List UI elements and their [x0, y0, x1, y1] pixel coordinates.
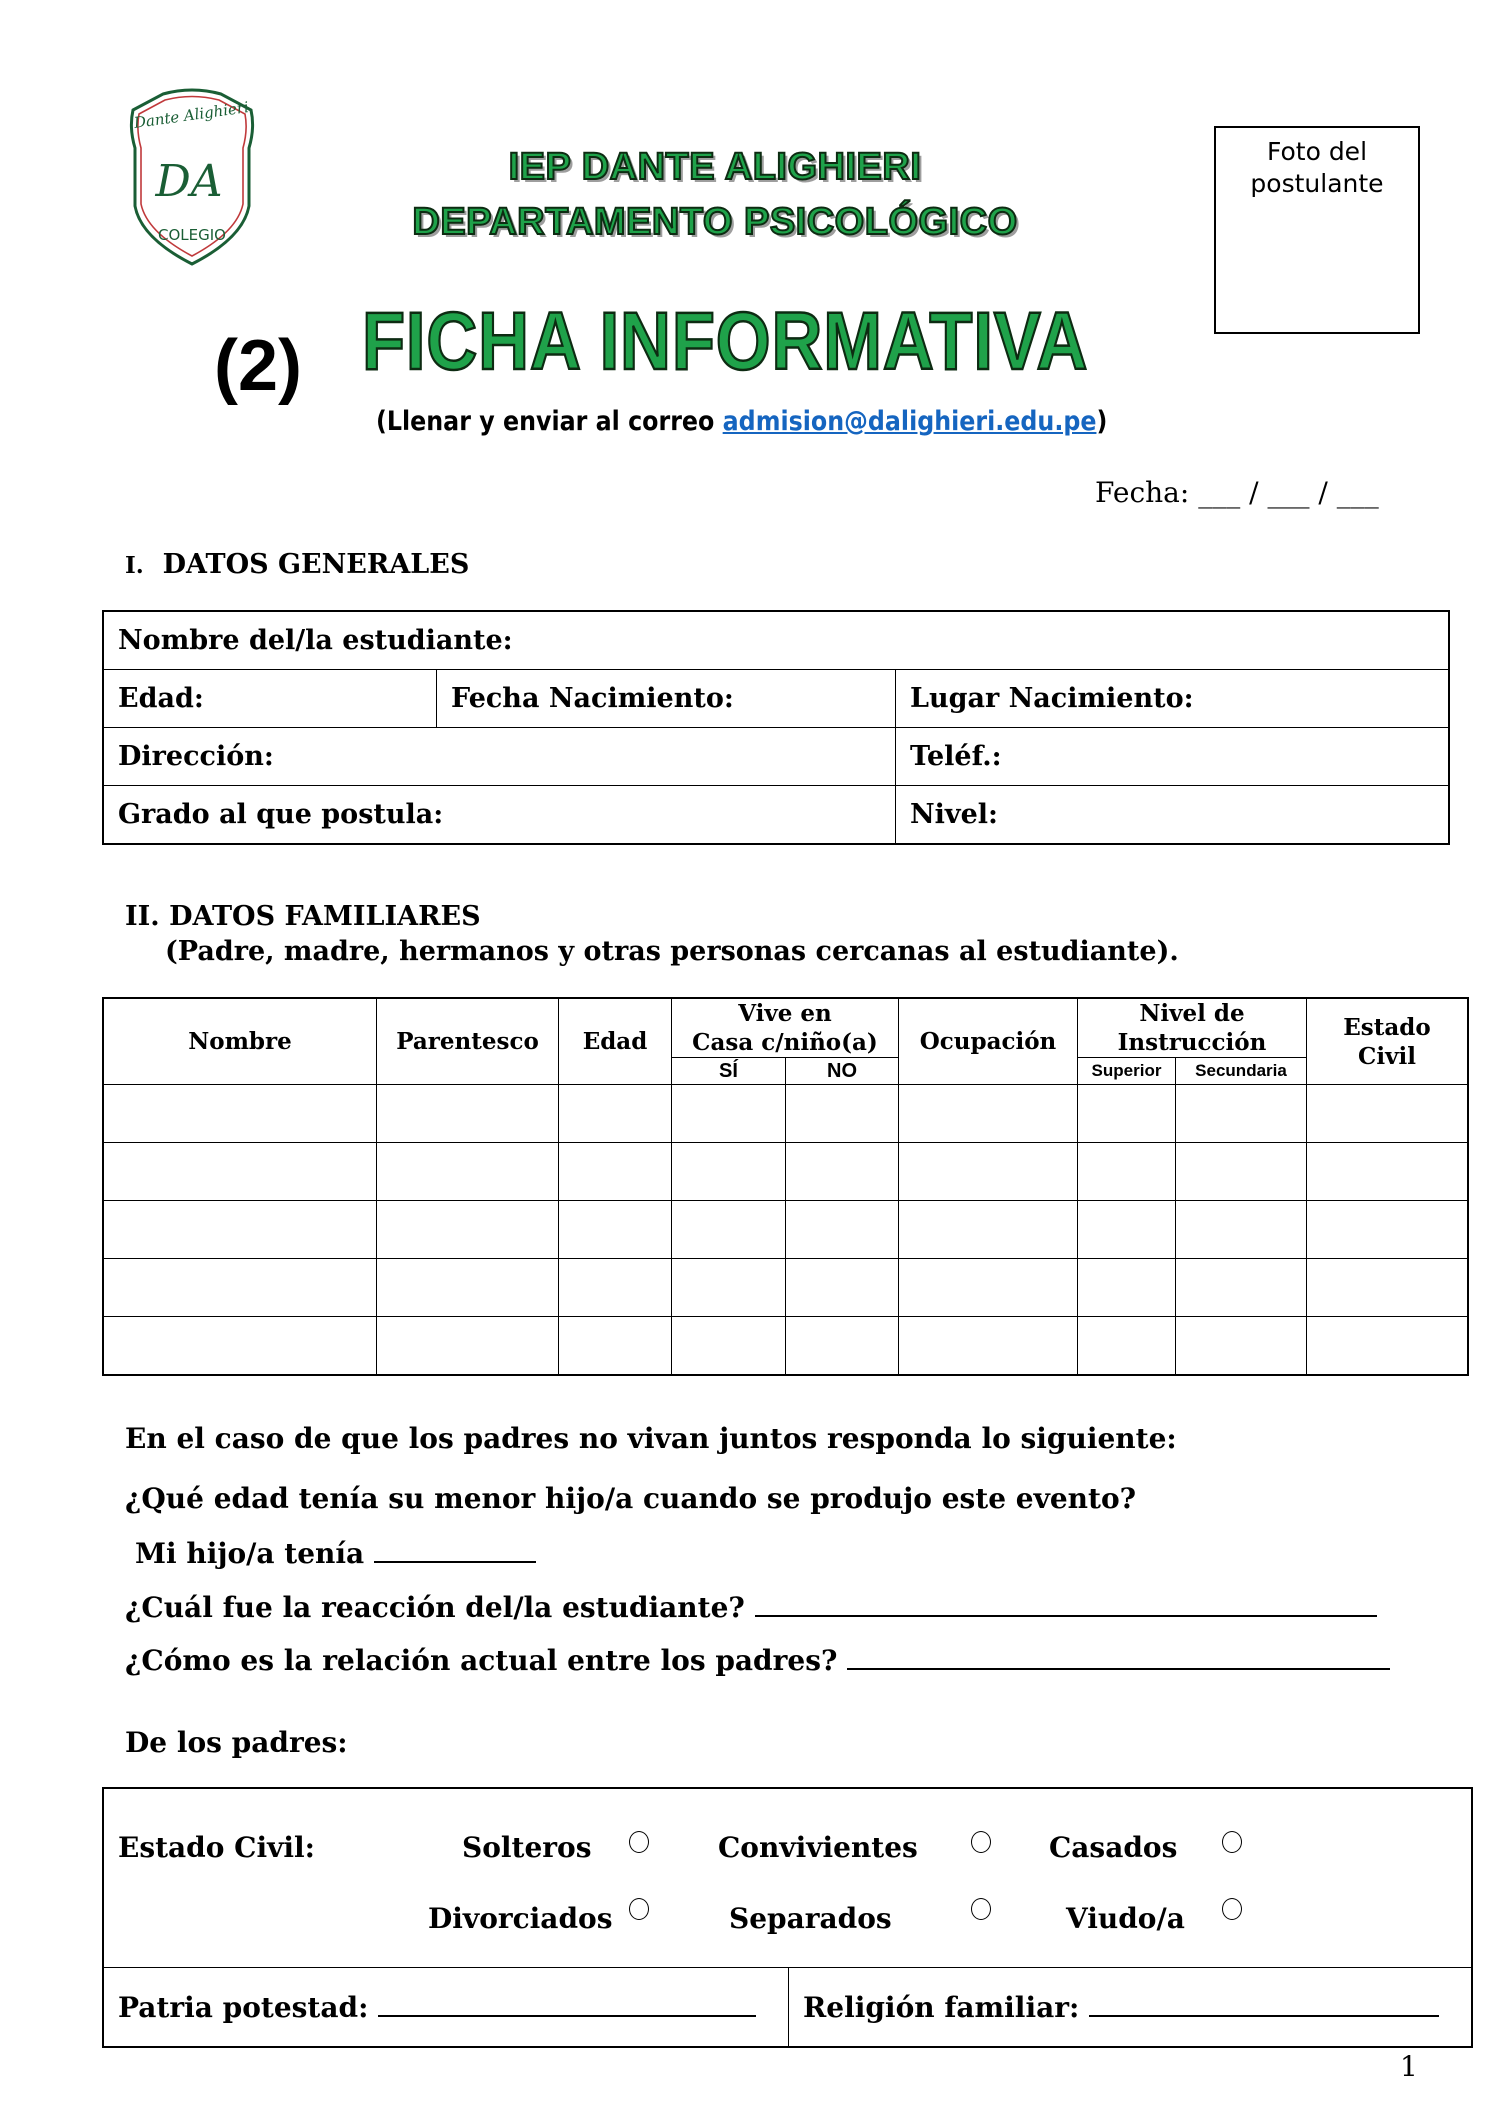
cell-secundaria[interactable] — [1176, 1085, 1307, 1143]
label-phone: Teléf.: — [910, 741, 1002, 772]
religion-cell — [789, 1968, 1473, 2048]
field-birth-date[interactable] — [437, 670, 896, 728]
cell-superior[interactable] — [1078, 1317, 1176, 1376]
question-reaction-label: ¿Cuál fue la reacción del/la estudiante? — [125, 1591, 745, 1624]
col-edad: Edad — [559, 998, 672, 1085]
photo-box[interactable] — [1214, 126, 1420, 334]
parents-table — [102, 1787, 1473, 2048]
table-row — [103, 1201, 1468, 1259]
field-birth-place[interactable] — [896, 670, 1450, 728]
cell-nombre[interactable] — [103, 1317, 377, 1376]
section1-title: DATOS GENERALES — [162, 549, 470, 580]
cell-ocupacion[interactable] — [899, 1143, 1078, 1201]
cell-no[interactable] — [786, 1259, 899, 1317]
cell-si[interactable] — [672, 1085, 786, 1143]
cell-no[interactable] — [786, 1085, 899, 1143]
col-estado-line1: Estado — [1343, 1013, 1431, 1041]
radio-convivientes[interactable] — [971, 1831, 991, 1853]
table-row — [103, 1085, 1468, 1143]
form-number: (2) — [214, 326, 302, 406]
col-si: SÍ — [672, 1058, 786, 1085]
field-phone[interactable] — [896, 728, 1450, 786]
table-row — [103, 1143, 1468, 1201]
patria-potestad-label: Patria potestad: — [118, 1990, 369, 2024]
cell-estado-civil[interactable] — [1307, 1201, 1469, 1259]
cell-superior[interactable] — [1078, 1259, 1176, 1317]
parents-heading: De los padres: — [125, 1726, 348, 1759]
radio-separados[interactable] — [971, 1898, 991, 1920]
field-student-name[interactable] — [103, 611, 1449, 670]
field-address[interactable] — [103, 728, 896, 786]
cell-secundaria[interactable] — [1176, 1143, 1307, 1201]
col-vive-line2: Casa c/niño(a) — [692, 1029, 878, 1056]
cell-no[interactable] — [786, 1143, 899, 1201]
question-student-reaction — [125, 1590, 1377, 1626]
col-nombre: Nombre — [103, 998, 377, 1085]
instruction-line — [376, 404, 1107, 440]
svg-text:DA: DA — [155, 156, 223, 207]
cell-edad[interactable] — [559, 1085, 672, 1143]
cell-ocupacion[interactable] — [899, 1201, 1078, 1259]
option-viudo: Viudo/a — [1066, 1902, 1185, 1935]
question-parents-relation — [125, 1643, 1390, 1679]
col-nivel-line1: Nivel de — [1139, 1000, 1245, 1027]
civil-status-label: Estado Civil: — [118, 1831, 315, 1864]
label-birth-date: Fecha Nacimiento: — [451, 683, 734, 714]
cell-si[interactable] — [672, 1143, 786, 1201]
option-solteros: Solteros — [462, 1831, 592, 1864]
date-blanks: ___ / ___ / ___ — [1198, 476, 1379, 509]
cell-superior[interactable] — [1078, 1143, 1176, 1201]
col-superior: Superior — [1078, 1058, 1176, 1085]
cell-parentesco[interactable] — [377, 1085, 559, 1143]
cell-parentesco[interactable] — [377, 1143, 559, 1201]
page-number: 1 — [1400, 2050, 1418, 2083]
cell-estado-civil[interactable] — [1307, 1143, 1469, 1201]
field-grade[interactable] — [103, 786, 896, 845]
label-birth-place: Lugar Nacimiento: — [910, 683, 1194, 714]
cell-secundaria[interactable] — [1176, 1201, 1307, 1259]
patria-potestad-blank[interactable] — [378, 1991, 756, 2017]
option-convivientes: Convivientes — [718, 1831, 918, 1864]
cell-ocupacion[interactable] — [899, 1259, 1078, 1317]
cell-nombre[interactable] — [103, 1085, 377, 1143]
general-data-table — [102, 610, 1450, 845]
shield-logo-icon — [123, 88, 261, 268]
question-age-at-event: ¿Qué edad tenía su menor hijo/a cuando se produjo este evento? — [125, 1482, 1137, 1515]
cell-si[interactable] — [672, 1317, 786, 1376]
cell-edad[interactable] — [559, 1259, 672, 1317]
date-label: Fecha: — [1095, 476, 1190, 509]
religion-blank[interactable] — [1089, 1991, 1439, 2017]
radio-solteros[interactable] — [629, 1831, 649, 1853]
col-parentesco: Parentesco — [377, 998, 559, 1085]
cell-estado-civil[interactable] — [1307, 1085, 1469, 1143]
cell-parentesco[interactable] — [377, 1201, 559, 1259]
date-field[interactable] — [1095, 475, 1379, 511]
col-estado-civil — [1307, 998, 1469, 1085]
section2-subtitle: (Padre, madre, hermanos y otras personas cercanas al estudiante). — [165, 936, 1179, 967]
section2-heading — [125, 900, 481, 934]
cell-nombre[interactable] — [103, 1201, 377, 1259]
label-age: Edad: — [118, 683, 204, 714]
family-table — [102, 997, 1469, 1376]
answer-age-at-event — [135, 1536, 536, 1572]
section2-title: DATOS FAMILIARES — [169, 901, 481, 932]
form-title: FICHA INFORMATIVA — [362, 296, 1089, 387]
photo-box-label: Foto del postulante — [1250, 137, 1384, 198]
table-row — [103, 1259, 1468, 1317]
cell-si[interactable] — [672, 1201, 786, 1259]
separated-parents-intro: En el caso de que los padres no vivan juntos responda lo siguiente: — [125, 1422, 1177, 1455]
school-name: IEP DANTE ALIGHIERI — [508, 146, 922, 188]
label-student-name: Nombre del/la estudiante: — [118, 625, 513, 656]
field-age[interactable] — [103, 670, 437, 728]
cell-edad[interactable] — [559, 1201, 672, 1259]
option-casados: Casados — [1049, 1831, 1178, 1864]
department-name: DEPARTAMENTO PSICOLÓGICO — [412, 201, 1018, 243]
civil-status-cell — [103, 1788, 1472, 1968]
section1-heading — [125, 548, 469, 583]
col-nivel-line2: Instrucción — [1117, 1029, 1267, 1056]
cell-ocupacion[interactable] — [899, 1085, 1078, 1143]
col-nivel-instruccion — [1078, 998, 1307, 1058]
answer-age-label: Mi hijo/a tenía — [135, 1537, 365, 1570]
cell-no[interactable] — [786, 1201, 899, 1259]
option-separados: Separados — [729, 1902, 892, 1935]
religion-label: Religión familiar: — [803, 1990, 1080, 2024]
radio-casados[interactable] — [1222, 1831, 1242, 1853]
cell-nombre[interactable] — [103, 1259, 377, 1317]
svg-text:Dante Alighieri: Dante Alighieri — [132, 98, 250, 133]
field-level[interactable] — [896, 786, 1450, 845]
radio-viudo[interactable] — [1222, 1898, 1242, 1920]
cell-edad[interactable] — [559, 1317, 672, 1376]
section2-number: II. — [125, 901, 160, 932]
label-level: Nivel: — [910, 799, 999, 830]
radio-divorciados[interactable] — [629, 1898, 649, 1920]
question-relation-label: ¿Cómo es la relación actual entre los padres? — [125, 1644, 838, 1677]
option-divorciados: Divorciados — [428, 1902, 613, 1935]
email-link[interactable]: admision@dalighieri.edu.pe — [722, 406, 1097, 437]
col-vive-line1: Vive en — [738, 1000, 832, 1027]
cell-estado-civil[interactable] — [1307, 1317, 1469, 1376]
cell-estado-civil[interactable] — [1307, 1259, 1469, 1317]
col-secundaria: Secundaria — [1176, 1058, 1307, 1085]
answer-reaction-blank[interactable] — [755, 1591, 1377, 1617]
cell-parentesco[interactable] — [377, 1259, 559, 1317]
answer-relation-blank[interactable] — [847, 1644, 1390, 1670]
col-ocupacion: Ocupación — [899, 998, 1078, 1085]
cell-parentesco[interactable] — [377, 1317, 559, 1376]
cell-nombre[interactable] — [103, 1143, 377, 1201]
col-no: NO — [786, 1058, 899, 1085]
label-grade: Grado al que postula: — [118, 799, 444, 830]
section1-number: I. — [125, 552, 144, 579]
cell-superior[interactable] — [1078, 1085, 1176, 1143]
school-logo — [123, 88, 261, 268]
cell-secundaria[interactable] — [1176, 1317, 1307, 1376]
cell-si[interactable] — [672, 1259, 786, 1317]
cell-edad[interactable] — [559, 1143, 672, 1201]
col-vive-en-casa — [672, 998, 899, 1058]
label-address: Dirección: — [118, 741, 274, 772]
instruction-suffix: ) — [1096, 406, 1108, 437]
instruction-prefix: (Llenar y enviar al correo — [376, 406, 723, 437]
cell-secundaria[interactable] — [1176, 1259, 1307, 1317]
col-estado-line2: Civil — [1358, 1042, 1416, 1070]
answer-age-blank[interactable] — [374, 1537, 536, 1563]
patria-potestad-cell — [103, 1968, 789, 2048]
cell-superior[interactable] — [1078, 1201, 1176, 1259]
svg-text:COLEGIO: COLEGIO — [158, 226, 226, 244]
table-row — [103, 1317, 1468, 1376]
cell-no[interactable] — [786, 1317, 899, 1376]
cell-ocupacion[interactable] — [899, 1317, 1078, 1376]
